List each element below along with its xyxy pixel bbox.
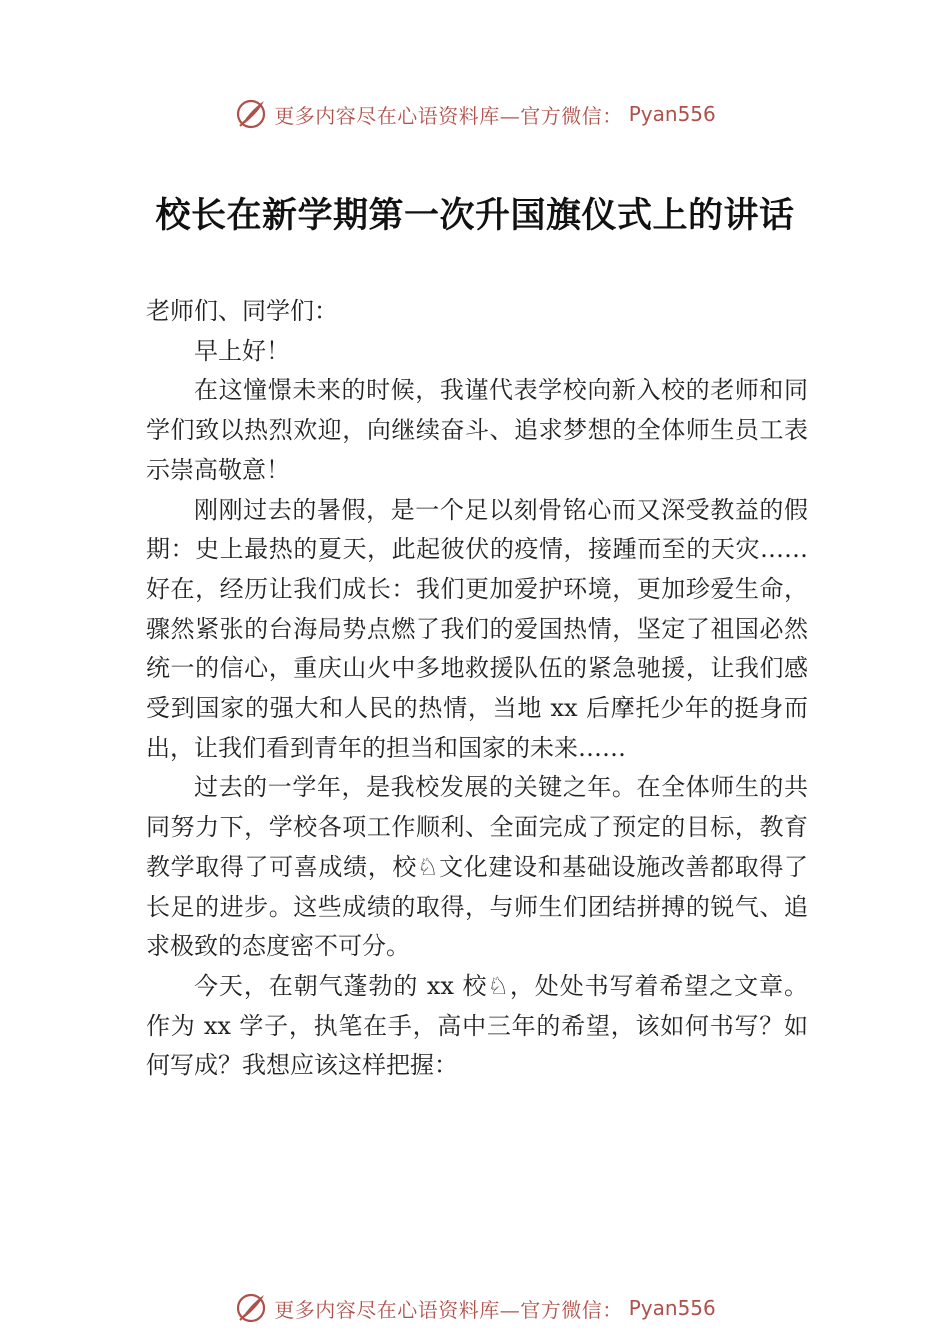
salutation: 老师们、同学们： <box>146 297 338 325</box>
greeting: 早上好！ <box>194 336 290 365</box>
paragraph: 在这憧憬未来的时候，我谨代表学校向新入校的老师和同学们致以热烈欢迎，向继续奋斗、追求梦想的全体师生员工表示崇高敬意！ <box>146 376 808 484</box>
document-body <box>146 292 808 1086</box>
banner-text: 更多内容尽在心语资料库—官方微信： <box>274 1297 623 1322</box>
quill-pen-circle-icon <box>234 97 268 131</box>
paragraph: 今天，在朝气蓬勃的 xx 校♘，处处书写着希望之文章。作为 xx 学子，执笔在手，高中三年的希望，该如何书写？如何写成？我想应该这样把握： <box>146 971 808 1080</box>
paragraph: 过去的一学年，是我校发展的关键之年。在全体师生的共同努力下，学校各项工作顺利、全面完成了预定的目标，教育教学取得了可喜成绩，校♘文化建设和基础设施改善都取得了长足的进步。这些成绩的取得，与师生们团结拼搏的锐气、追求极致的态度密不可分。 <box>146 773 808 961</box>
header-banner <box>0 94 950 134</box>
banner-wechat-id: Pyan556 <box>628 1296 716 1320</box>
paragraph: 刚刚过去的暑假，是一个足以刻骨铭心而又深受教益的假期：史上最热的夏天，此起彼伏的疫情，接踵而至的天灾……好在，经历让我们成长：我们更加爱护环境，更加珍爱生命，骤然紧张的台海局势点燃了我们的爱国热情，坚定了祖国必然统一的信心，重庆山火中多地救援队伍的紧急驰援，让我们感受到国家的强大和人民的热情，当地 xx 后摩托少年的挺身而出，让我们看到青年的担当和国家的未来…… <box>146 495 808 762</box>
footer-banner <box>0 1288 950 1328</box>
document-title: 校长在新学期第一次升国旗仪式上的讲话 <box>155 195 795 236</box>
banner-text: 更多内容尽在心语资料库—官方微信： <box>274 103 623 128</box>
banner-wechat-id: Pyan556 <box>628 102 716 126</box>
quill-pen-circle-icon <box>234 1291 268 1325</box>
